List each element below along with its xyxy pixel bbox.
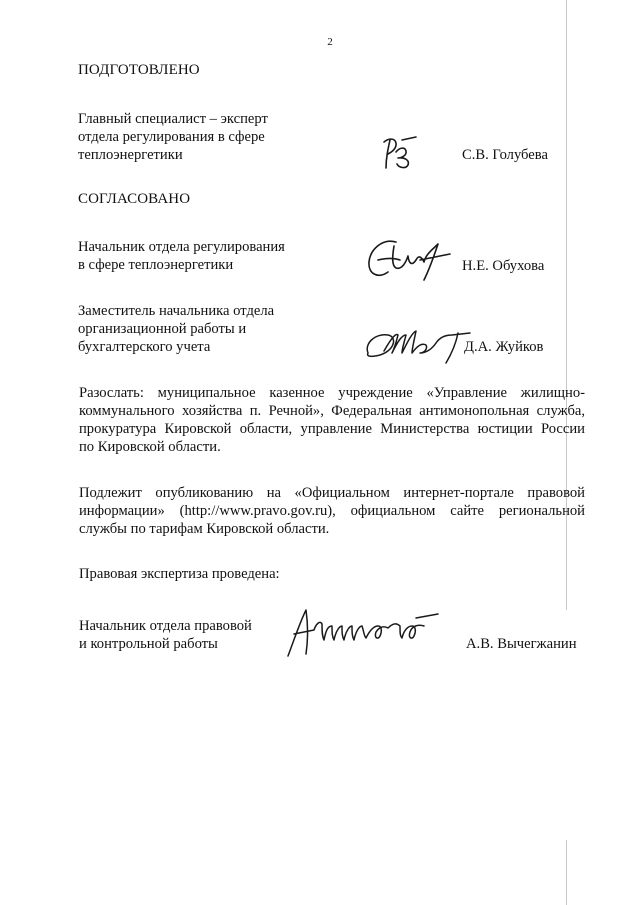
- agreed-position-1: [78, 238, 285, 274]
- position-line: организационной работы и: [78, 321, 247, 337]
- signature-obukhova: [364, 236, 454, 282]
- paragraph-line: службы по тарифам Кировской области.: [79, 521, 330, 537]
- signatory-name: А.В. Вычегжанин: [466, 636, 577, 652]
- position-line: Начальник отдела регулирования: [78, 239, 285, 255]
- position-line: и контрольной работы: [79, 636, 218, 652]
- prepared-heading: ПОДГОТОВЛЕНО: [78, 62, 200, 78]
- legal-review-position: [79, 617, 252, 653]
- signature-golubeva: [380, 134, 420, 172]
- signature-zhuykov: [362, 323, 472, 367]
- position-line: бухгалтерского учета: [78, 339, 211, 355]
- signature-vychegzhanin: [284, 600, 444, 660]
- signatory-name: Д.А. Жуйков: [464, 339, 544, 355]
- position-line: Заместитель начальника отдела: [78, 303, 275, 319]
- legal-review-statement: Правовая экспертиза проведена:: [79, 566, 280, 582]
- position-line: в сфере теплоэнергетики: [78, 257, 234, 273]
- prepared-position: [78, 110, 268, 164]
- agreed-heading: СОГЛАСОВАНО: [78, 191, 191, 207]
- publication-paragraph: [79, 484, 585, 538]
- agreed-position-2: [78, 302, 274, 356]
- signatory-name: Н.Е. Обухова: [462, 258, 545, 274]
- paragraph-line: по Кировской области.: [79, 439, 221, 455]
- page-number: 2: [327, 36, 333, 48]
- position-line: отдела регулирования в сфере: [78, 129, 265, 145]
- paragraph-line: Подлежит опубликованию на «Официальном интернет-портале правовой: [79, 485, 585, 501]
- scan-margin-line-lower: [566, 840, 567, 905]
- paragraph-line: Разослать: муниципальное казенное учреждение «Управление жилищно-: [79, 385, 585, 401]
- paragraph-line: прокуратура Кировской области, управление Министерства юстиции России: [79, 421, 585, 437]
- position-line: Главный специалист – эксперт: [78, 111, 268, 127]
- position-line: теплоэнергетики: [78, 147, 183, 163]
- paragraph-line: информации» (http://www.pravo.gov.ru), официальном сайте региональной: [79, 503, 585, 519]
- position-line: Начальник отдела правовой: [79, 618, 252, 634]
- distribution-paragraph: [79, 384, 585, 456]
- paragraph-line: коммунального хозяйства п. Речной», Федеральная антимонопольная служба,: [79, 403, 585, 419]
- signatory-name: С.В. Голубева: [462, 147, 548, 163]
